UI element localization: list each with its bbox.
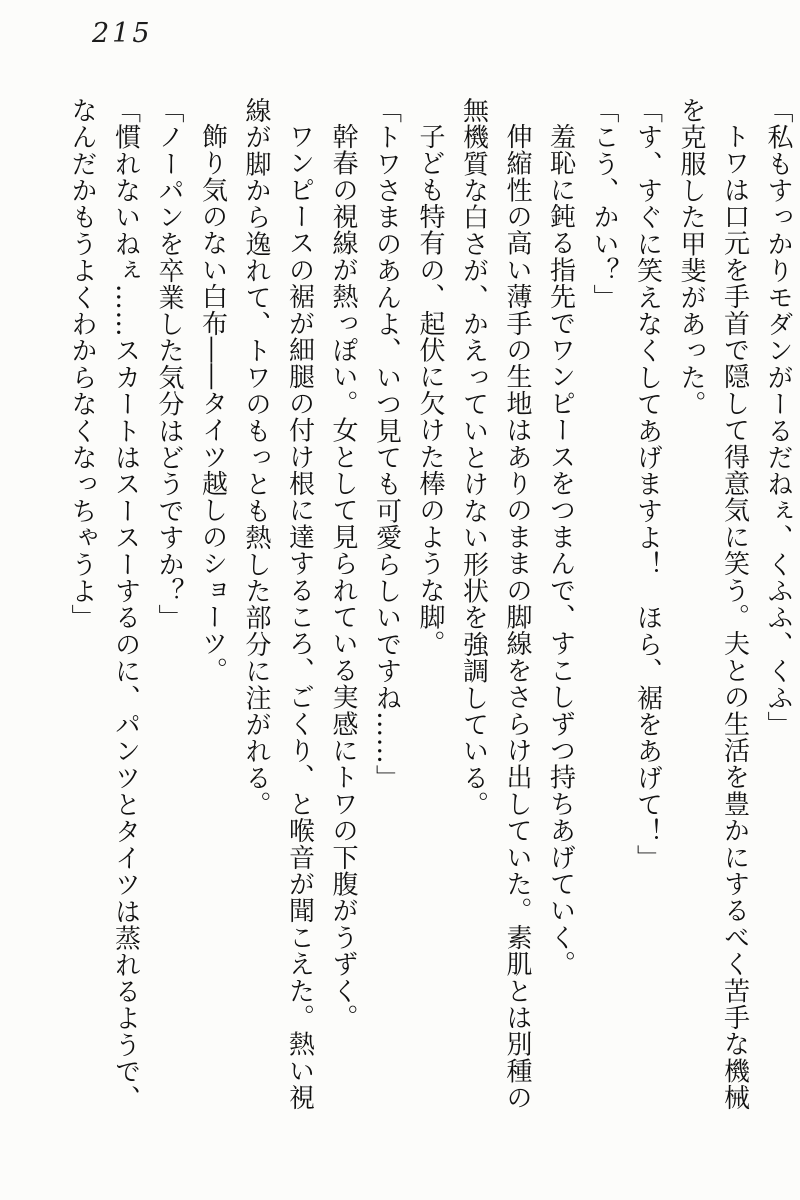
text-block [60,97,800,1113]
paragraph: 「す、すぐに笑えなくしてあげますよ！ ほら、裾をあげて！」 [632,97,663,872]
paragraph: 羞恥に鈍る指先でワンピースをつまんで、すこしずつ持ちあげていく。 [545,123,576,978]
paragraph: トワは口元を手首で隠して得意気に笑う。夫との生活を豊かにするべく苦手な機械を克服した甲斐があった。 [676,97,750,1111]
paragraph: 子ども特有の、起伏に欠けた棒のような脚。 [415,123,445,657]
paragraph: 「ノーパンを卒業した気分はどうですか？」 [154,97,184,631]
paragraph: 「こう、かい？」 [589,97,619,311]
paragraph: 「トワさまのあんよ、いつ見ても可愛らしいですね……」 [371,97,402,792]
paragraph: 幹春の視線が熱っぽい。女として見られている実感にトワの下腹がうずく。 [328,123,358,1031]
paragraph: 「慣れないねぇ……スカートはスースーするのに、パンツとタイツは蒸れるようで、なんだかもうよくわからなくなっちゃうよ」 [67,97,141,1112]
paragraph: 「私もすっかりモダンがーるだねぇ、くふふ、くふ」 [763,97,793,738]
page-number: 215 [92,18,153,49]
paragraph: ワンピースの裾が細腿の付け根に達するころ、ごくり、と喉音が聞こえた。熱い視線が脚から逸れて、トワのもっとも熱した部分に注がれる。 [241,97,315,1111]
paragraph: 飾り気のない白布――タイツ越しのショーツ。 [197,123,228,684]
paragraph: 伸縮性の高い薄手の生地はありのままの脚線をさらけ出していた。素肌とは別種の無機質な白さが、かえっていとけない形状を強調している。 [458,97,532,1111]
